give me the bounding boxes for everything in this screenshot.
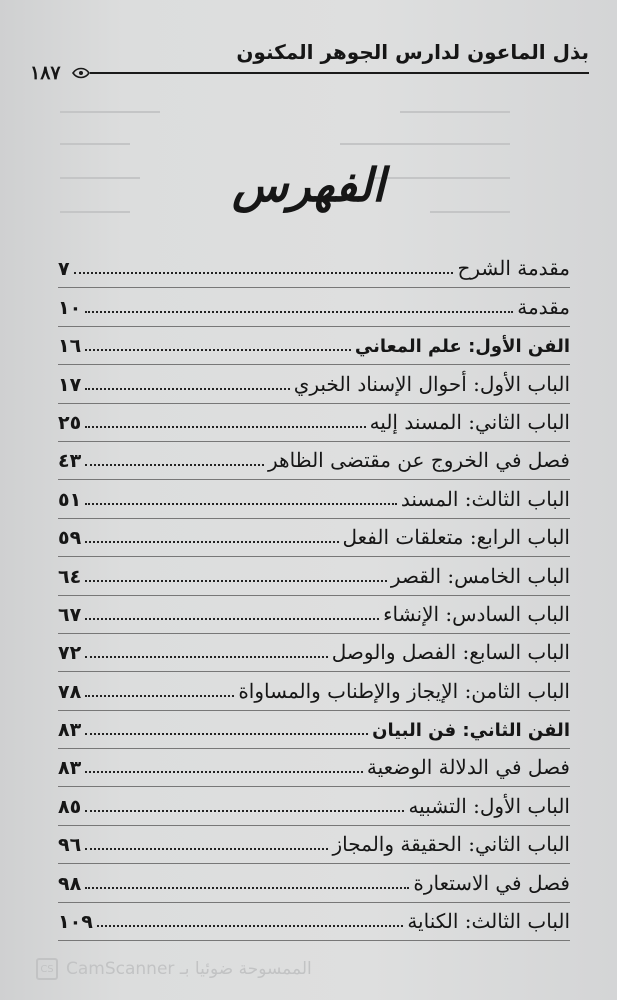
running-title: بذل الماعون لدارس الجوهر المكنون bbox=[236, 40, 589, 64]
toc-entry-label: الباب الأول: أحوال الإسناد الخبري bbox=[293, 371, 570, 396]
toc-entry-label: الباب السادس: الإنشاء bbox=[383, 601, 570, 626]
toc-entry-label: فصل في الدلالة الوضعية bbox=[366, 755, 570, 780]
toc-entry bbox=[58, 749, 570, 787]
leader-dots bbox=[85, 311, 513, 313]
leader-dots bbox=[85, 388, 289, 390]
toc-entry bbox=[58, 250, 570, 288]
toc-entry-label: الباب الأول: التشبيه bbox=[408, 793, 570, 818]
toc-entry-label: الباب الثالث: الكناية bbox=[407, 909, 570, 934]
leader-dots bbox=[85, 426, 365, 428]
table-of-contents bbox=[58, 250, 570, 941]
leader-dots bbox=[97, 925, 404, 927]
toc-entry bbox=[58, 864, 570, 902]
toc-entry bbox=[58, 596, 570, 634]
page-header bbox=[30, 40, 589, 84]
toc-entry bbox=[58, 288, 570, 326]
leader-dots bbox=[85, 695, 234, 697]
toc-entry-page: ٧٢ bbox=[58, 642, 82, 665]
toc-entry-page: ٦٤ bbox=[58, 565, 82, 588]
toc-entry-label: فصل في الخروج عن مقتضى الظاهر bbox=[267, 448, 570, 473]
leader-dots bbox=[85, 810, 404, 812]
toc-entry-page: ٦٧ bbox=[58, 603, 82, 626]
toc-entry-page: ٩٨ bbox=[58, 872, 82, 895]
toc-entry-label: الباب الرابع: متعلقات الفعل bbox=[342, 525, 570, 550]
leader-dots bbox=[85, 887, 409, 889]
leader-dots bbox=[85, 580, 387, 582]
toc-entry-label: الباب الثاني: الحقيقة والمجاز bbox=[332, 832, 570, 857]
toc-entry bbox=[58, 519, 570, 557]
toc-entry bbox=[58, 672, 570, 710]
toc-entry-label: الباب الثالث: المسند bbox=[400, 486, 570, 511]
toc-entry-page: ٥١ bbox=[58, 488, 82, 511]
toc-entry bbox=[58, 826, 570, 864]
ornament-icon bbox=[72, 64, 90, 82]
toc-entry-page: ٧٨ bbox=[58, 680, 82, 703]
leader-dots bbox=[85, 464, 264, 466]
toc-entry-label: الباب السابع: الفصل والوصل bbox=[331, 640, 570, 665]
leader-dots bbox=[85, 733, 368, 735]
toc-entry-page: ٤٣ bbox=[58, 450, 82, 473]
toc-entry-page: ٨٣ bbox=[58, 757, 82, 780]
toc-entry bbox=[58, 787, 570, 825]
header-rule bbox=[90, 72, 589, 74]
toc-entry-page: ٢٥ bbox=[58, 411, 82, 434]
leader-dots bbox=[85, 848, 328, 850]
leader-dots bbox=[85, 503, 397, 505]
toc-entry bbox=[58, 903, 570, 941]
toc-entry-page: ٨٣ bbox=[58, 719, 82, 742]
toc-entry-label: مقدمة bbox=[517, 294, 570, 319]
toc-entry-label: الفن الثاني: فن البيان bbox=[372, 720, 570, 742]
toc-entry-label: مقدمة الشرح bbox=[457, 256, 570, 281]
toc-entry-label: الباب الثامن: الإيجاز والإطناب والمساواة bbox=[238, 678, 570, 703]
leader-dots bbox=[85, 541, 338, 543]
camscanner-logo-icon: CS bbox=[36, 958, 58, 980]
toc-title: الفهرس bbox=[232, 158, 385, 212]
toc-entry bbox=[58, 404, 570, 442]
toc-entry-label: الباب الخامس: القصر bbox=[390, 563, 570, 588]
toc-entry-label: الفن الأول: علم المعاني bbox=[354, 336, 570, 358]
toc-entry bbox=[58, 327, 570, 365]
toc-entry-page: ٨٥ bbox=[58, 795, 82, 818]
toc-entry bbox=[58, 711, 570, 749]
page-number: ١٨٧ bbox=[30, 62, 61, 84]
toc-entry bbox=[58, 442, 570, 480]
toc-entry bbox=[58, 557, 570, 595]
scanner-watermark bbox=[36, 958, 312, 980]
toc-entry-page: ١٠ bbox=[58, 296, 82, 319]
toc-entry-page: ٥٩ bbox=[58, 527, 82, 550]
leader-dots bbox=[85, 771, 363, 773]
toc-entry bbox=[58, 365, 570, 403]
watermark-text: CamScanner الممسوحة ضوئيا بـ bbox=[66, 959, 312, 979]
toc-entry bbox=[58, 634, 570, 672]
leader-dots bbox=[85, 618, 379, 620]
toc-entry-page: ١٧ bbox=[58, 373, 82, 396]
toc-entry-page: ١٠٩ bbox=[58, 911, 93, 934]
toc-entry bbox=[58, 480, 570, 518]
leader-dots bbox=[74, 272, 454, 274]
toc-entry-page: ١٦ bbox=[58, 335, 82, 358]
leader-dots bbox=[85, 656, 328, 658]
toc-entry-label: الباب الثاني: المسند إليه bbox=[369, 409, 570, 434]
toc-entry-label: فصل في الاستعارة bbox=[413, 870, 570, 895]
row-divider bbox=[58, 940, 570, 941]
leader-dots bbox=[85, 349, 351, 351]
toc-entry-page: ٧ bbox=[58, 258, 70, 281]
toc-entry-page: ٩٦ bbox=[58, 834, 82, 857]
